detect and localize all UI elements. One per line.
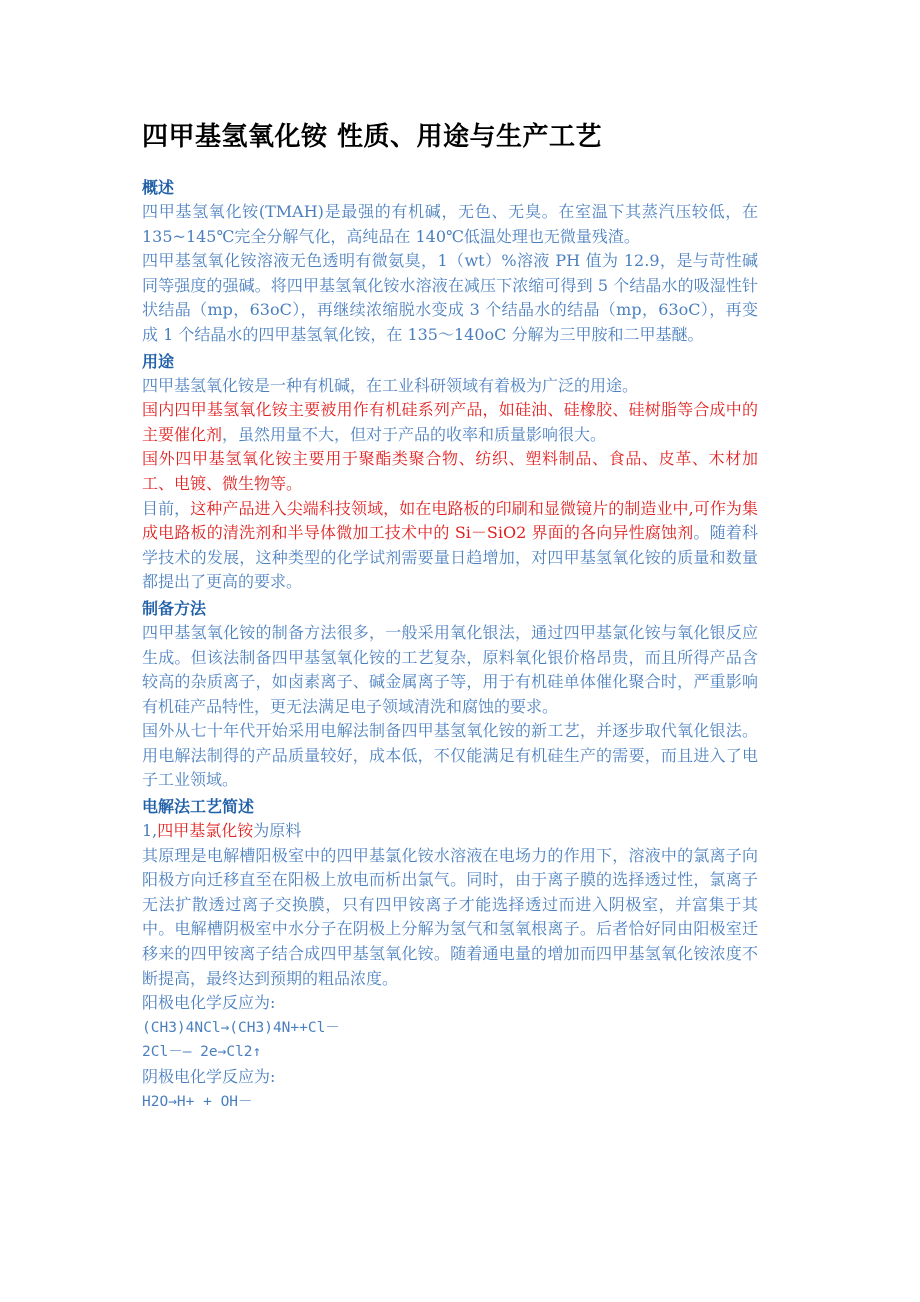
uses-paragraph-4	[142, 497, 758, 595]
item-number: 1,	[142, 821, 158, 841]
item-rest: 为原料	[253, 821, 302, 841]
cathode-equation-1: H2O→H+ + OH－	[142, 1093, 253, 1110]
document-title: 四甲基氢氧化铵 性质、用途与生产工艺	[142, 122, 603, 152]
uses-highlight-foreign: 国外四甲基氢氧化铵主要用于聚酯类聚合物、纺织、塑料制品、食品、皮革、木材加工、电镀、微生物等。	[142, 449, 758, 493]
uses-paragraph-1: 四甲基氢氧化铵是一种有机碱，在工业科研领域有着极为广泛的用途。	[142, 375, 639, 395]
uses-paragraph-3	[142, 447, 758, 496]
uses-paragraph-2	[142, 398, 758, 447]
uses-paragraph-4-lead: 目前，	[142, 498, 191, 518]
document-body	[142, 118, 758, 1114]
preparation-paragraph-1: 四甲基氢氧化铵的制备方法很多，一般采用氧化银法，通过四甲基氯化铵与氧化银反应生成。但该法制备四甲基氢氧化铵的工艺复杂，原料氧化银价格昂贵，而且所得产品含较高的杂质离子，如卤素离子、碱金属离子等，用于有机硅单体催化聚合时，严重影响有机硅产品特性，更无法满足电子领域清洗和腐蚀的要求。	[142, 622, 758, 716]
preparation-paragraph-2: 国外从七十年代开始采用电解法制备四甲基氢氧化铵的新工艺，并逐步取代氧化银法。用电解法制得的产品质量较好，成本低，不仅能满足有机硅生产的需要，而且进入了电子工业领域。	[142, 721, 758, 790]
section-heading-uses: 用途	[142, 351, 175, 371]
anode-equation-1: (CH3)4NCl→(CH3)4N++Cl－	[142, 1019, 340, 1036]
section-heading-overview: 概述	[142, 178, 175, 197]
electrolysis-item-1	[142, 819, 758, 844]
section-heading-electrolysis: 电解法工艺简述	[142, 797, 255, 817]
anode-reaction-label: 阳极电化学反应为:	[142, 993, 276, 1013]
cathode-reaction-label: 阴极电化学反应为:	[142, 1067, 276, 1086]
anode-equation-2: 2Cl－— 2e→Cl2↑	[142, 1044, 262, 1061]
uses-paragraph-4-rest: 。随着科学技术的发展，这种类型的化学试剂需要量日趋增加，对四甲基氢氧化铵的质量和数量都提出了更高的要求。	[142, 523, 758, 592]
overview-paragraph-2: 四甲基氢氧化铵溶液无色透明有微氨臭，1（wt）%溶液 PH 值为 12.9，是与苛性碱同等强度的强碱。将四甲基氢氧化铵水溶液在减压下浓缩可得到 5 个结晶水的吸湿性针状结晶（mp，63oC），再继续浓缩脱水变成 3 个结晶水的结晶（mp，63oC），再变成 1 个结晶水的四甲基氢氧化铵，在 135～140oC 分解为三甲胺和二甲基醚。	[142, 251, 758, 344]
item-highlight-material: 四甲基氯化铵	[157, 821, 254, 841]
electrolysis-paragraph-1: 其原理是电解槽阳极室中的四甲基氯化铵水溶液在电场力的作用下，溶液中的氯离子向阳极方向迁移直至在阳极上放电而析出氯气。同时，由于离子膜的选择透过性，氯离子无法扩散透过离子交换膜，只有四甲铵离子才能选择透过而进入阴极室，并富集于其中。电解槽阴极室中水分子在阴极上分解为氢气和氢氧根离子。后者恰好同由阳极室迁移来的四甲铵离子结合成四甲基氢氧化铵。随着通电量的增加而四甲基氢氧化铵浓度不断提高，最终达到预期的粗品浓度。	[142, 845, 758, 988]
overview-paragraph-1: 四甲基氢氧化铵(TMAH)是最强的有机碱，无色、无臭。在室温下其蒸汽压较低，在 135~145℃完全分解气化，高纯品在 140℃低温处理也无微量残渣。	[142, 202, 758, 246]
uses-highlight-domestic: 国内四甲基氢氧化铵主要被用作有机硅系列产品，如硅油、硅橡胶、硅树脂等合成中的主要催化剂	[142, 400, 758, 444]
section-heading-preparation: 制备方法	[142, 598, 207, 618]
uses-highlight-hightech: 这种产品进入尖端科技领域，如在电路板的印刷和显微镜片的制造业中,可作为集成电路板的清洗剂和半导体微加工技术中的 Si－SiO2 界面的各向异性腐蚀剂	[142, 498, 758, 543]
uses-paragraph-2-rest: ，虽然用量不大，但对于产品的收率和质量影响很大。	[222, 424, 607, 444]
